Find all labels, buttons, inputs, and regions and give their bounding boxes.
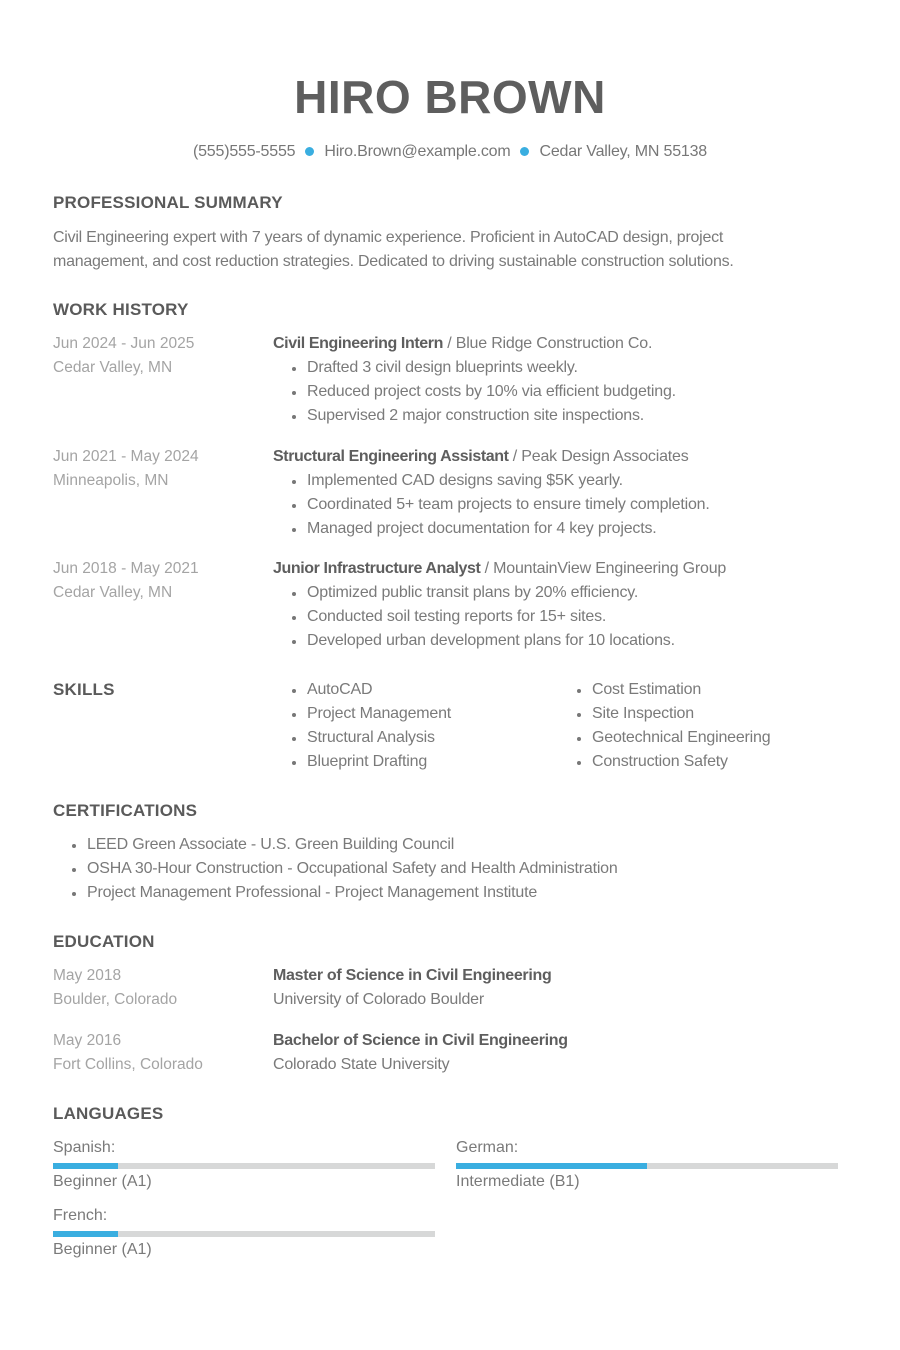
education-location: Boulder, Colorado	[53, 991, 178, 1008]
job-location: Cedar Valley, MN	[53, 584, 173, 601]
job-details	[273, 557, 853, 653]
job-bullets	[273, 581, 853, 653]
education-date: May 2016	[53, 1032, 122, 1049]
phone-number: (555)555-5555	[192, 143, 296, 160]
summary-heading: PROFESSIONAL SUMMARY	[53, 193, 283, 212]
job-bullet: Drafted 3 civil design blueprints weekly.	[289, 356, 853, 380]
skill-item: Geotechnical Engineering	[574, 726, 770, 750]
skill-item: Cost Estimation	[574, 678, 770, 702]
certifications-heading: CERTIFICATIONS	[53, 801, 198, 820]
school: University of Colorado Boulder	[273, 991, 484, 1008]
degree: Bachelor of Science in Civil Engineering	[273, 1032, 568, 1049]
education-details	[273, 964, 853, 1012]
job-bullet: Coordinated 5+ team projects to ensure timely completion.	[289, 493, 853, 517]
proficiency-bar-fill	[456, 1163, 647, 1169]
job-bullet: Conducted soil testing reports for 15+ sites.	[289, 605, 853, 629]
education-date: May 2018	[53, 967, 122, 984]
bullet-dot-icon	[520, 147, 529, 156]
candidate-name: HIRO BROWN	[294, 71, 606, 123]
skill-item: AutoCAD	[289, 678, 451, 702]
job-dates: Jun 2018 - May 2021	[53, 560, 199, 577]
summary-line: management, and cost reduction strategies. Dedicated to driving sustainable construction solutions.	[53, 253, 734, 270]
job-bullet: Optimized public transit plans by 20% efficiency.	[289, 581, 853, 605]
job-role: Junior Infrastructure Analyst	[273, 560, 481, 577]
proficiency-bar	[456, 1163, 838, 1169]
proficiency-bar	[53, 1163, 435, 1169]
contact-line	[0, 143, 900, 161]
education-meta	[53, 964, 263, 1012]
job-meta	[53, 332, 263, 380]
job-bullet: Implemented CAD designs saving $5K yearly.	[289, 469, 853, 493]
proficiency-bar	[53, 1231, 435, 1237]
summary-text	[53, 226, 853, 274]
language-level: Beginner (A1)	[53, 1241, 152, 1258]
job-bullet: Developed urban development plans for 10 locations.	[289, 629, 853, 653]
work-history-heading: WORK HISTORY	[53, 300, 189, 319]
address: Cedar Valley, MN 55138	[539, 143, 708, 160]
language-level: Beginner (A1)	[53, 1173, 152, 1190]
job-role: Civil Engineering Intern	[273, 335, 443, 352]
job-location: Cedar Valley, MN	[53, 359, 173, 376]
job-bullets	[273, 469, 853, 541]
job-bullet: Supervised 2 major construction site inspections.	[289, 404, 853, 428]
job-meta	[53, 557, 263, 605]
certification-item: Project Management Professional - Project Management Institute	[69, 881, 618, 905]
job-company: / Peak Design Associates	[508, 448, 689, 465]
job-bullet: Managed project documentation for 4 key projects.	[289, 517, 853, 541]
language-name: French:	[53, 1207, 108, 1224]
job-details	[273, 445, 853, 541]
job-bullet: Reduced project costs by 10% via efficient budgeting.	[289, 380, 853, 404]
certification-item: OSHA 30-Hour Construction - Occupational Safety and Health Administration	[69, 857, 618, 881]
proficiency-bar-fill	[53, 1163, 118, 1169]
proficiency-bar-fill	[53, 1231, 118, 1237]
education-location: Fort Collins, Colorado	[53, 1056, 203, 1073]
education-heading: EDUCATION	[53, 932, 155, 951]
job-company: / Blue Ridge Construction Co.	[442, 335, 653, 352]
certification-item: LEED Green Associate - U.S. Green Building Council	[69, 833, 618, 857]
job-details	[273, 332, 853, 428]
skill-item: Site Inspection	[574, 702, 770, 726]
skills-heading: SKILLS	[53, 680, 115, 699]
language-entry	[53, 1205, 435, 1261]
email-address[interactable]: Hiro.Brown@example.com	[324, 143, 511, 160]
job-dates: Jun 2024 - Jun 2025	[53, 335, 195, 352]
job-role: Structural Engineering Assistant	[273, 448, 509, 465]
languages-heading: LANGUAGES	[53, 1104, 164, 1123]
school: Colorado State University	[273, 1056, 450, 1073]
education-details	[273, 1029, 853, 1077]
language-name: German:	[456, 1139, 519, 1156]
skill-item: Blueprint Drafting	[289, 750, 451, 774]
job-meta	[53, 445, 263, 493]
skill-item: Structural Analysis	[289, 726, 451, 750]
job-dates: Jun 2021 - May 2024	[53, 448, 199, 465]
degree: Master of Science in Civil Engineering	[273, 967, 552, 984]
summary-line: Civil Engineering expert with 7 years of dynamic experience. Proficient in AutoCAD design, project	[53, 229, 724, 246]
skills-column	[574, 678, 770, 774]
skills-column	[289, 678, 451, 774]
skill-item: Construction Safety	[574, 750, 770, 774]
language-name: Spanish:	[53, 1139, 116, 1156]
language-entry	[53, 1137, 435, 1193]
job-location: Minneapolis, MN	[53, 472, 169, 489]
education-meta	[53, 1029, 263, 1077]
skill-item: Project Management	[289, 702, 451, 726]
job-bullets	[273, 356, 853, 428]
bullet-dot-icon	[305, 147, 314, 156]
language-entry	[456, 1137, 838, 1193]
certifications-list	[69, 833, 618, 905]
job-company: / MountainView Engineering Group	[480, 560, 727, 577]
language-level: Intermediate (B1)	[456, 1173, 580, 1190]
